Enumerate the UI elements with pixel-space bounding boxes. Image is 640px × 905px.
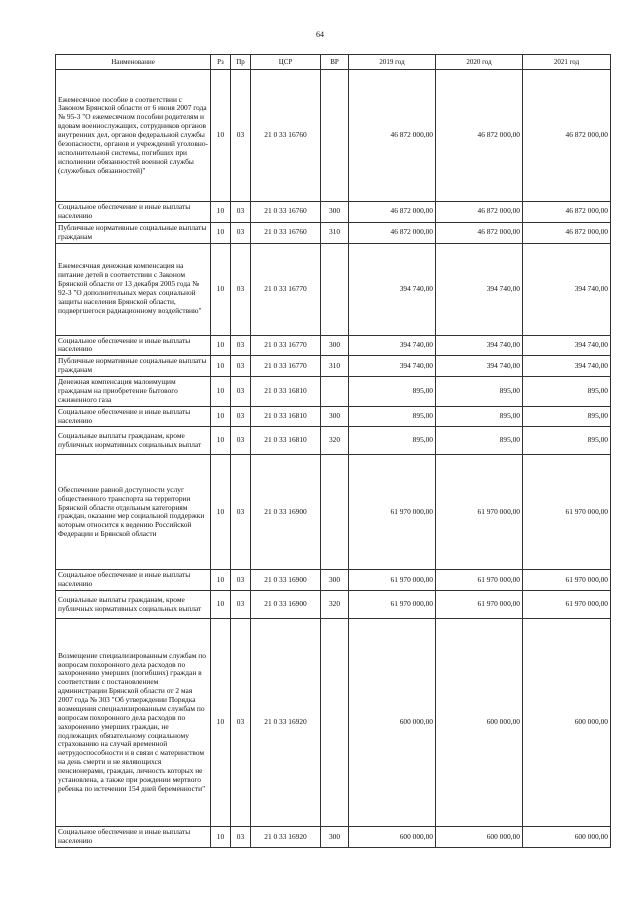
table-row [56,591,611,619]
row-2020: 895,00 [436,427,523,455]
row-rz: 10 [211,70,231,202]
row-pr: 03 [231,70,251,202]
row-2020: 61 970 000,00 [436,570,523,591]
row-rz: 10 [211,356,231,377]
row-2021: 394 740,00 [523,243,611,335]
table-header-row [56,55,611,70]
row-csr: 21 0 33 16770 [251,243,321,335]
row-vr: 300 [321,827,349,848]
row-pr: 03 [231,202,251,223]
row-vr: 320 [321,591,349,619]
row-vr: 300 [321,335,349,356]
row-2021: 600 000,00 [523,619,611,827]
row-pr: 03 [231,570,251,591]
row-pr: 03 [231,335,251,356]
row-csr: 21 0 33 16810 [251,406,321,427]
row-2019: 46 872 000,00 [349,202,436,223]
row-vr [321,455,349,570]
row-name: Социальное обеспечение и иные выплаты населению [56,570,211,591]
row-name: Социальное обеспечение и иные выплаты населению [56,202,211,223]
row-2021: 61 970 000,00 [523,570,611,591]
table-row [56,335,611,356]
row-vr: 300 [321,570,349,591]
row-rz: 10 [211,427,231,455]
row-vr: 300 [321,202,349,223]
row-csr: 21 0 33 16900 [251,570,321,591]
row-name: Возмещение специализированным службам по вопросам похоронного дела расходов по захоронению умерших (погибших) граждан в соответствии с постановлением администрации Брянской области от 2 мая 2007 года № 303 "Об утверждении Порядка возмещения специализированным службам по вопросам похоронного дела расходов по захоронению умерших граждан, не подлежащих обязательному социальному страхованию на случай временной нетрудоспособности и в связи с материнством на день смерти и не являющихся пенсионерами, граждан, личность которых не установлена, а также при рождении мертвого ребенка по истечении 154 дней беременности" [56,619,211,827]
row-pr: 03 [231,356,251,377]
row-2021: 394 740,00 [523,356,611,377]
row-2021: 600 000,00 [523,827,611,848]
table-row [56,356,611,377]
row-2021: 61 970 000,00 [523,455,611,570]
row-vr [321,70,349,202]
row-vr [321,243,349,335]
table-row [56,455,611,570]
row-rz: 10 [211,335,231,356]
row-rz: 10 [211,406,231,427]
row-name: Социальные выплаты гражданам, кроме публичных нормативных социальных выплат [56,591,211,619]
row-name: Обеспечение равной доступности услуг общественного транспорта на территории Брянской области отдельным категориям граждан, оказание мер социальной поддержки которым относится к ведению Российской Федерации и Брянской области [56,455,211,570]
row-2021: 46 872 000,00 [523,202,611,223]
table-row [56,243,611,335]
row-2019: 895,00 [349,377,436,407]
header-vr: ВР [321,55,349,70]
row-name: Публичные нормативные социальные выплаты гражданам [56,222,211,243]
row-2019: 600 000,00 [349,827,436,848]
row-pr: 03 [231,455,251,570]
row-2020: 46 872 000,00 [436,222,523,243]
row-2019: 895,00 [349,406,436,427]
row-name: Ежемесячная денежная компенсация на питание детей в соответствии с Законом Брянской области от 13 декабря 2005 года № 92-3 "О дополнительных мерах социальной защиты населения Брянской области, подвергшегося радиационному воздействию" [56,243,211,335]
header-rz: Рз [211,55,231,70]
row-pr: 03 [231,377,251,407]
row-csr: 21 0 33 16920 [251,827,321,848]
row-rz: 10 [211,827,231,848]
row-2021: 895,00 [523,427,611,455]
row-pr: 03 [231,427,251,455]
row-csr: 21 0 33 16810 [251,377,321,407]
row-vr: 310 [321,222,349,243]
table-body [56,70,611,848]
row-csr: 21 0 33 16900 [251,591,321,619]
table-row [56,406,611,427]
row-rz: 10 [211,243,231,335]
row-pr: 03 [231,406,251,427]
table-row [56,827,611,848]
row-csr: 21 0 33 16760 [251,70,321,202]
row-rz: 10 [211,619,231,827]
header-pr: Пр [231,55,251,70]
row-name: Социальное обеспечение и иные выплаты населению [56,406,211,427]
header-csr: ЦСР [251,55,321,70]
row-csr: 21 0 33 16920 [251,619,321,827]
row-2020: 394 740,00 [436,335,523,356]
row-2020: 895,00 [436,377,523,407]
row-2019: 61 970 000,00 [349,455,436,570]
row-rz: 10 [211,570,231,591]
table-row [56,427,611,455]
row-2020: 600 000,00 [436,827,523,848]
row-csr: 21 0 33 16760 [251,222,321,243]
row-vr: 310 [321,356,349,377]
table-row [56,619,611,827]
row-2019: 61 970 000,00 [349,570,436,591]
table-row [56,202,611,223]
row-name: Денежная компенсация малоимущим гражданам на приобретение бытового сжиженного газа [56,377,211,407]
header-2020: 2020 год [436,55,523,70]
header-name: Наименование [56,55,211,70]
row-pr: 03 [231,222,251,243]
row-rz: 10 [211,591,231,619]
page-number: 64 [316,30,324,39]
row-pr: 03 [231,619,251,827]
row-rz: 10 [211,202,231,223]
row-2021: 895,00 [523,406,611,427]
row-2019: 600 000,00 [349,619,436,827]
row-2019: 895,00 [349,427,436,455]
row-2020: 46 872 000,00 [436,202,523,223]
header-2021: 2021 год [523,55,611,70]
row-2021: 895,00 [523,377,611,407]
row-rz: 10 [211,455,231,570]
row-csr: 21 0 33 16810 [251,427,321,455]
header-2019: 2019 год [349,55,436,70]
row-name: Публичные нормативные социальные выплаты гражданам [56,356,211,377]
row-name: Социальное обеспечение и иные выплаты населению [56,335,211,356]
row-2019: 394 740,00 [349,335,436,356]
row-2019: 394 740,00 [349,356,436,377]
row-2019: 46 872 000,00 [349,222,436,243]
row-csr: 21 0 33 16770 [251,356,321,377]
table-row [56,70,611,202]
row-2019: 394 740,00 [349,243,436,335]
row-vr: 320 [321,427,349,455]
row-2019: 46 872 000,00 [349,70,436,202]
row-name: Социальные выплаты гражданам, кроме публичных нормативных социальных выплат [56,427,211,455]
row-vr [321,377,349,407]
row-csr: 21 0 33 16770 [251,335,321,356]
row-name: Социальное обеспечение и иные выплаты населению [56,827,211,848]
row-rz: 10 [211,222,231,243]
row-pr: 03 [231,591,251,619]
row-name: Ежемесячное пособие в соответствии с Законом Брянской области от 6 июня 2007 года № 95-3 "О ежемесячном пособии родителям и вдовам военнослужащих, сотрудников органов внутренних дел, органов федеральной службы безопасности, органов и учреждений уголовно-исполнительной системы, погибших при исполнении обязанностей военной службы (служебных обязанностей)" [56,70,211,202]
row-rz: 10 [211,377,231,407]
row-csr: 21 0 33 16760 [251,202,321,223]
row-2020: 61 970 000,00 [436,455,523,570]
row-2020: 600 000,00 [436,619,523,827]
table-row [56,222,611,243]
row-2020: 895,00 [436,406,523,427]
row-csr: 21 0 33 16900 [251,455,321,570]
row-2020: 394 740,00 [436,356,523,377]
row-2020: 46 872 000,00 [436,70,523,202]
row-pr: 03 [231,827,251,848]
row-2020: 394 740,00 [436,243,523,335]
row-2021: 61 970 000,00 [523,591,611,619]
row-2021: 46 872 000,00 [523,222,611,243]
row-2021: 394 740,00 [523,335,611,356]
row-2020: 61 970 000,00 [436,591,523,619]
row-vr [321,619,349,827]
budget-table [55,54,611,848]
row-vr: 300 [321,406,349,427]
table-row [56,570,611,591]
row-2021: 46 872 000,00 [523,70,611,202]
table-row [56,377,611,407]
row-2019: 61 970 000,00 [349,591,436,619]
row-pr: 03 [231,243,251,335]
